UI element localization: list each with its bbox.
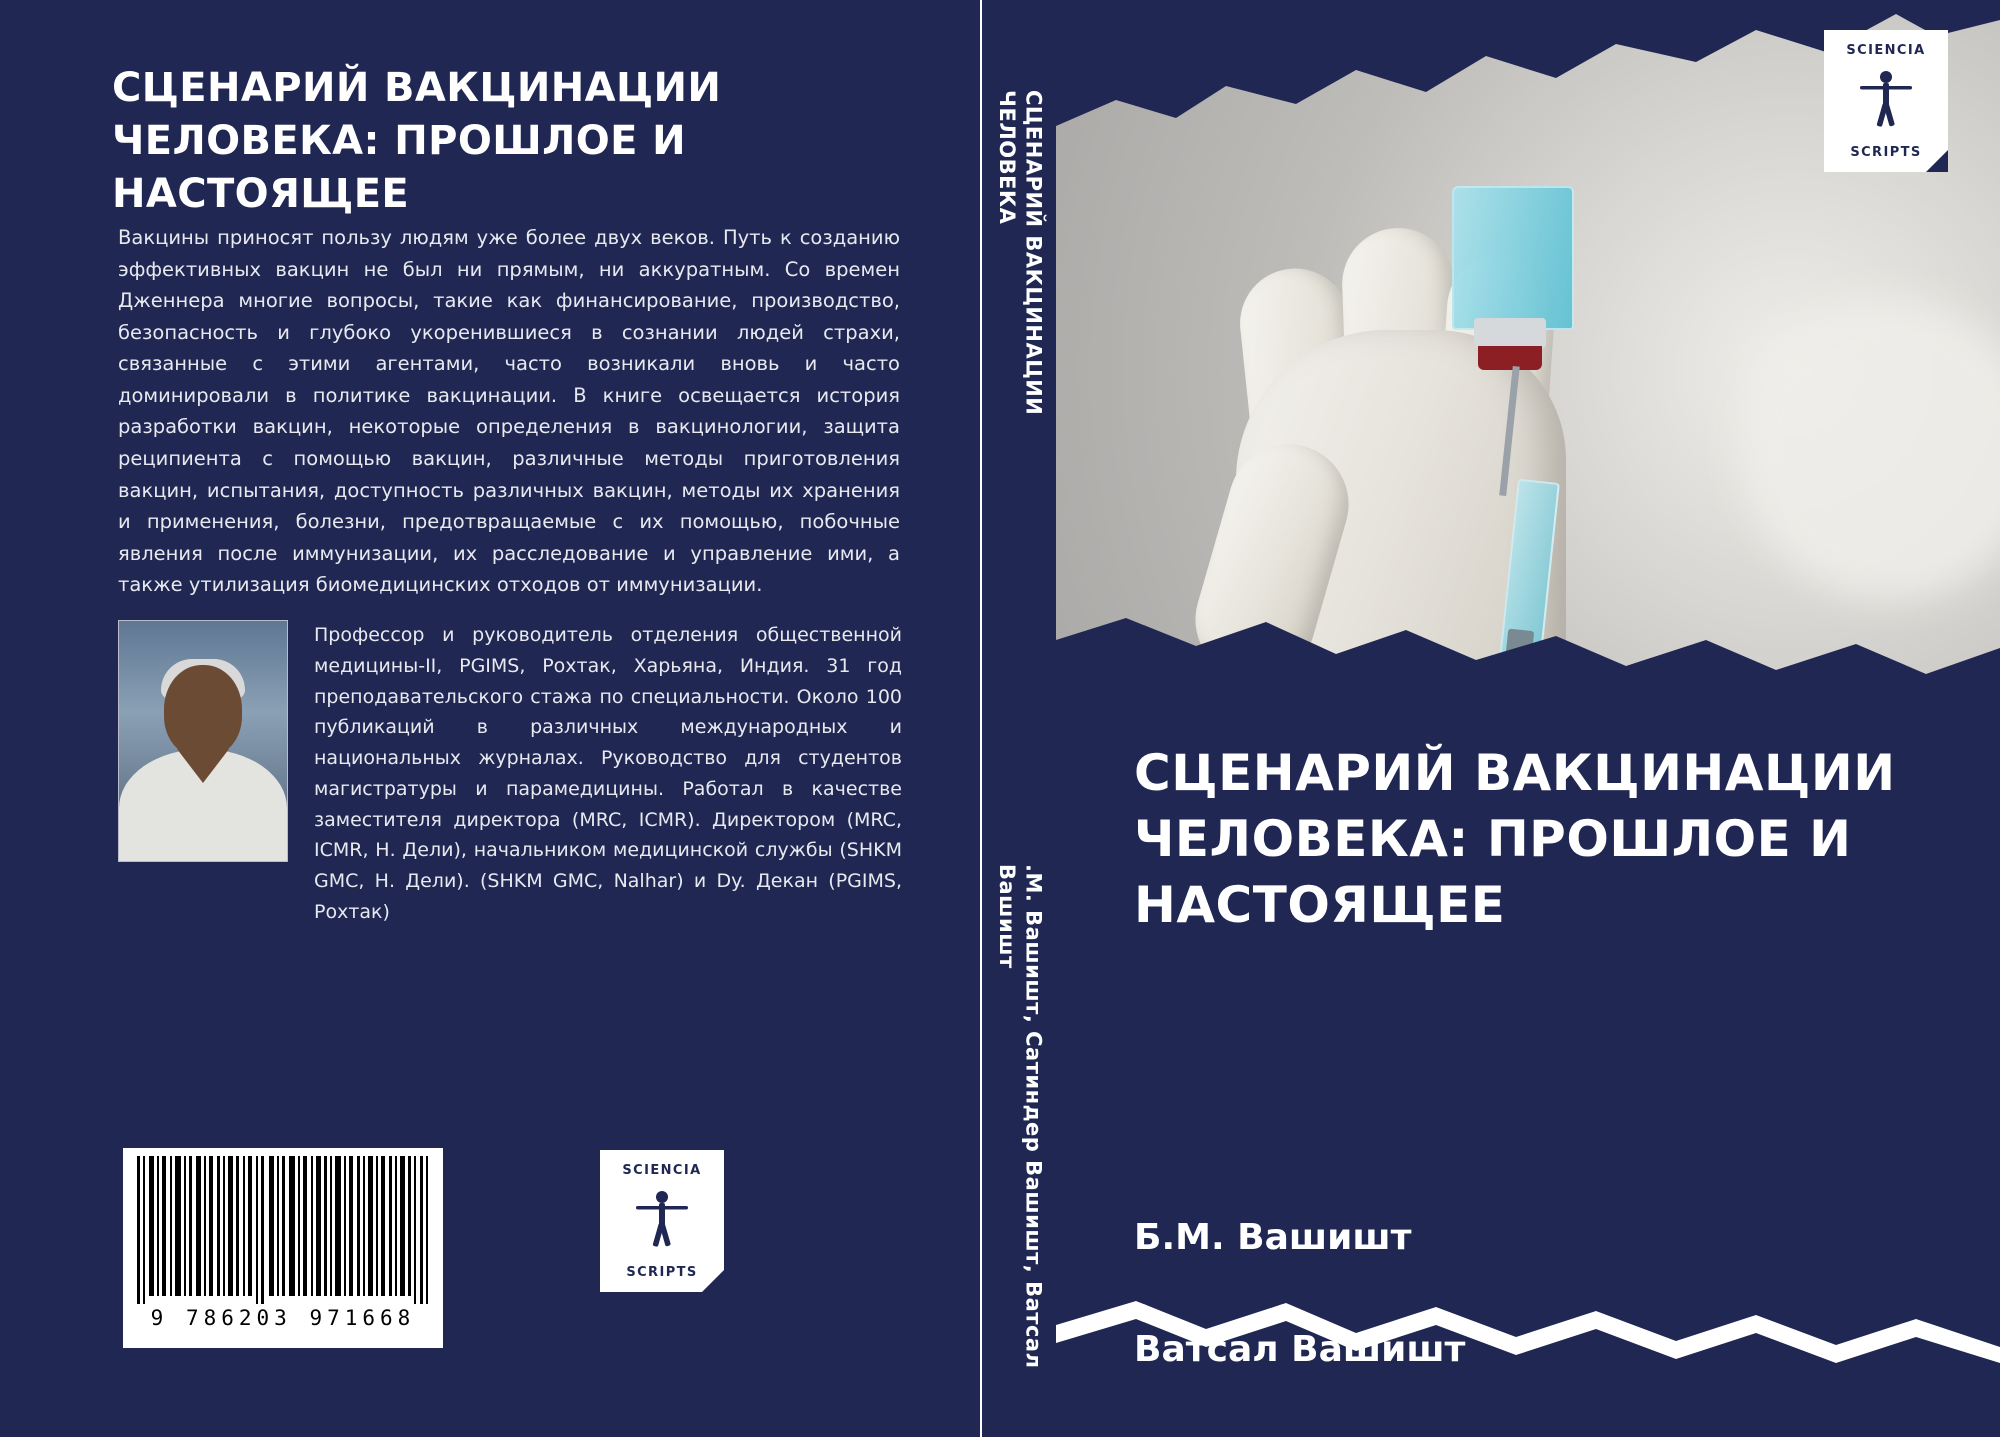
vial-neck xyxy=(1474,318,1546,348)
publisher-logo-front xyxy=(1824,30,1948,172)
front-cover-panel xyxy=(1056,0,2000,1437)
author-photo-collar xyxy=(177,749,229,783)
spine-authors: .М. Вашишт, Сатиндер Вашишт, Ватсал Вашишт xyxy=(995,864,1046,1369)
walking-figure-icon xyxy=(634,1188,690,1250)
front-cover-title: СЦЕНАРИЙ ВАКЦИНАЦИИ ЧЕЛОВЕКА: ПРОШЛОЕ И НАСТОЯЩЕЕ xyxy=(1134,744,1896,934)
back-cover-blurb: Вакцины приносят пользу людям уже более двух веков. Путь к созданию эффективных вакцин не был ни прямым, ни аккуратным. Со времен Дженнера многие вопросы, такие как финансирование, производство, безопасность и глубоко укоренившиеся в сознании людей страхи, связанные с этими агентами, часто возникали вновь и часто доминировали в политике вакцинации. В книге освещается история разработки вакцин, некоторые определения в вакцинологии, защита реципиента с помощью вакцин, различные методы приготовления вакцин, испытания, доступность различных вакцин, методы их хранения и применения, болезни, предотвращаемые с их помощью, побочные явления после иммунизации, их расследование и управление ими, а также утилизация биомедицинских отходов от иммунизации. xyxy=(118,226,900,597)
publisher-name-top: SCIENCIA xyxy=(622,1163,702,1178)
torn-edge-bottom xyxy=(1056,600,2000,712)
author-photo xyxy=(118,620,288,862)
publisher-name-bottom: SCRIPTS xyxy=(626,1265,698,1280)
back-cover-title: СЦЕНАРИЙ ВАКЦИНАЦИИ ЧЕЛОВЕКА: ПРОШЛОЕ И НАСТОЯЩЕЕ xyxy=(112,65,722,217)
publisher-logo-back xyxy=(600,1150,724,1292)
torn-edge-footer xyxy=(1056,1267,2000,1437)
publisher-name-bottom-front: SCRIPTS xyxy=(1850,145,1922,160)
book-spine xyxy=(980,0,1060,1437)
back-cover-panel xyxy=(0,0,980,1437)
logo-corner-fold xyxy=(702,1270,724,1292)
author-photo-head xyxy=(164,665,242,757)
logo-corner-fold-front xyxy=(1926,150,1948,172)
walking-figure-icon-front xyxy=(1858,68,1914,130)
publisher-name-top-front: SCIENCIA xyxy=(1846,43,1926,58)
vaccine-vial xyxy=(1452,186,1574,330)
barcode-number: 9 786203 971668 xyxy=(150,1306,416,1330)
barcode xyxy=(123,1148,443,1348)
author-name-1: Б.М. Вашишт xyxy=(1134,1217,1412,1258)
vial-cap xyxy=(1478,346,1542,370)
author-bio-text: Профессор и руководитель отделения общественной медицины-II, PGIMS, Рохтак, Харьяна, Индия. 31 год преподавательского стажа по специальности. Около 100 публикаций в различных международных и национальных журналах. Руководство для студентов магистратуры и парамедицины. Работал в качестве заместителя директора (MRC, ICMR). Директором (MRC, ICMR, Н. Дели), начальником медицинской службы (SHKM GMC, Н. Дели). (SHKM GMC, Nalhar) и Dy. Декан (PGIMS, Рохтак) xyxy=(314,624,902,923)
spine-title: СЦЕНАРИЙ ВАКЦИНАЦИИ ЧЕЛОВЕКА xyxy=(995,90,1046,416)
author-name-3: Ватсал Вашишт xyxy=(1134,1328,1466,1370)
barcode-bars-icon xyxy=(133,1156,433,1304)
